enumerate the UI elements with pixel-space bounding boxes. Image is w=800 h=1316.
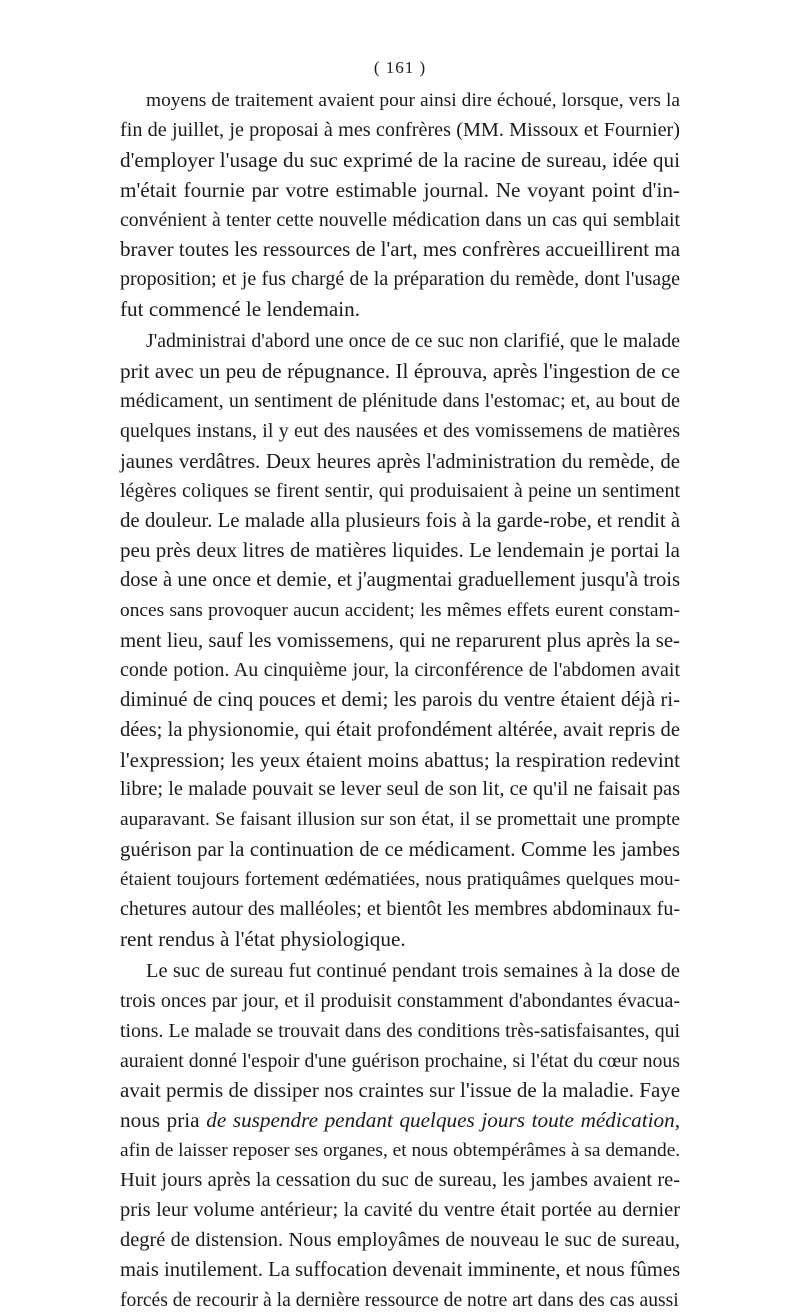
text-segment: nous pria: [120, 1108, 207, 1133]
text-line: fin de juillet, je proposai à mes confrères (MM. Missoux et Fournier): [120, 118, 680, 141]
text-line: dose à une once et demie, et j'augmentai graduellement jusqu'à trois: [120, 569, 680, 592]
text-line: tions. Le malade se trouvait dans des conditions très-satisfaisantes, qui: [120, 1019, 680, 1042]
text-line: diminué de cinq pouces et demi; les parois du ventre étaient déjà ri-: [120, 688, 680, 711]
text-line: proposition; et je fus chargé de la préparation du remède, dont l'usage: [120, 268, 680, 291]
text-line: degré de distension. Nous employâmes de nouveau le suc de sureau,: [120, 1228, 680, 1251]
text-line: trois onces par jour, et il produisit constamment d'abondantes évacua-: [120, 989, 680, 1012]
text-line: chetures autour des malléoles; et bientôt les membres abdominaux fu-: [120, 898, 680, 921]
text-line: braver toutes les ressources de l'art, mes confrères accueillirent ma: [120, 237, 681, 262]
text-line: afin de laisser reposer ses organes, et nous obtempérâmes à sa demande.: [120, 1140, 681, 1162]
text-line: moyens de traitement avaient pour ainsi dire échoué, lorsque, vers la: [146, 90, 680, 111]
text-line: avait permis de dissiper nos craintes sur l'issue de la maladie. Faye: [120, 1078, 681, 1103]
text-segment: ,: [674, 1108, 681, 1133]
text-line: l'expression; les yeux étaient moins abattus; la respiration redevint: [120, 747, 680, 772]
text-line: auraient donné l'espoir d'une guérison prochaine, si l'état du cœur nous: [120, 1049, 680, 1072]
text-line: [120, 1106, 680, 1136]
text-line: pris leur volume antérieur; la cavité du ventre était portée au dernier: [120, 1198, 680, 1221]
text-line: m'était fournie par votre estimable journal. Ne voyant point d'in-: [120, 177, 680, 202]
text-line: ment lieu, sauf les vomissemens, qui ne reparurent plus après la se-: [120, 629, 680, 653]
page-number: ( 161 ): [373, 58, 427, 77]
text-line: médicament, un sentiment de plénitude dans l'estomac; et, au bout de: [120, 389, 680, 412]
text-line: jaunes verdâtres. Deux heures après l'administration du remède, de: [120, 449, 680, 473]
text-line: Huit jours après la cessation du suc de sureau, les jambes avaient re-: [120, 1169, 680, 1192]
text-line: auparavant. Se faisant illusion sur son état, il se promettait une prompte: [120, 809, 680, 831]
text-line: d'employer l'usage du suc exprimé de la racine de sureau, idée qui: [120, 147, 680, 172]
paragraph-2: [120, 327, 680, 955]
text-line: de douleur. Le malade alla plusieurs fois à la garde-robe, et rendit à: [120, 509, 681, 533]
text-line: étaient toujours fortement œdématiées, nous pratiquâmes quelques mou-: [120, 869, 680, 891]
text-line: convénient à tenter cette nouvelle médication dans un cas qui semblait: [120, 208, 680, 231]
text-line: libre; le malade pouvait se lever seul de son lit, ce qu'il ne faisait pas: [120, 778, 680, 801]
text-line: légères coliques se firent sentir, qui produisaient à peine un sentiment: [120, 479, 680, 502]
text-line: peu près deux litres de matières liquides. Le lendemain je portai la: [120, 538, 680, 563]
text-line: forcés de recourir à la dernière ressource de notre art dans des cas aussi: [120, 1289, 679, 1311]
italic-phrase: de suspendre pendant quelques jours toute médication: [206, 1108, 675, 1133]
text-line: J'administrai d'abord une once de ce suc non clarifié, que le malade: [146, 330, 680, 353]
text-line: mais inutilement. La suffocation devenait imminente, et nous fûmes: [120, 1258, 681, 1281]
text-line: onces sans provoquer aucun accident; les mêmes effets eurent constam-: [120, 600, 680, 622]
text-line: Le suc de sureau fut continué pendant trois semaines à la dose de: [146, 959, 680, 982]
text-line: guérison par la continuation de ce médicament. Comme les jambes: [120, 838, 680, 862]
body-text: [120, 84, 680, 1316]
text-line: prit avec un peu de répugnance. Il éprouva, après l'ingestion de ce: [120, 359, 680, 384]
text-line: conde potion. Au cinquième jour, la circonférence de l'abdomen avait: [120, 658, 680, 681]
text-line: fut commencé le lendemain.: [120, 297, 361, 322]
text-line: rent rendus à l'état physiologique.: [120, 926, 406, 951]
text-line: quelques instans, il y eut des nausées et des vomissemens de matières: [120, 419, 680, 442]
paragraph-1: [120, 86, 680, 325]
text-line: dées; la physionomie, qui était profondément altérée, avait repris de: [120, 718, 680, 741]
